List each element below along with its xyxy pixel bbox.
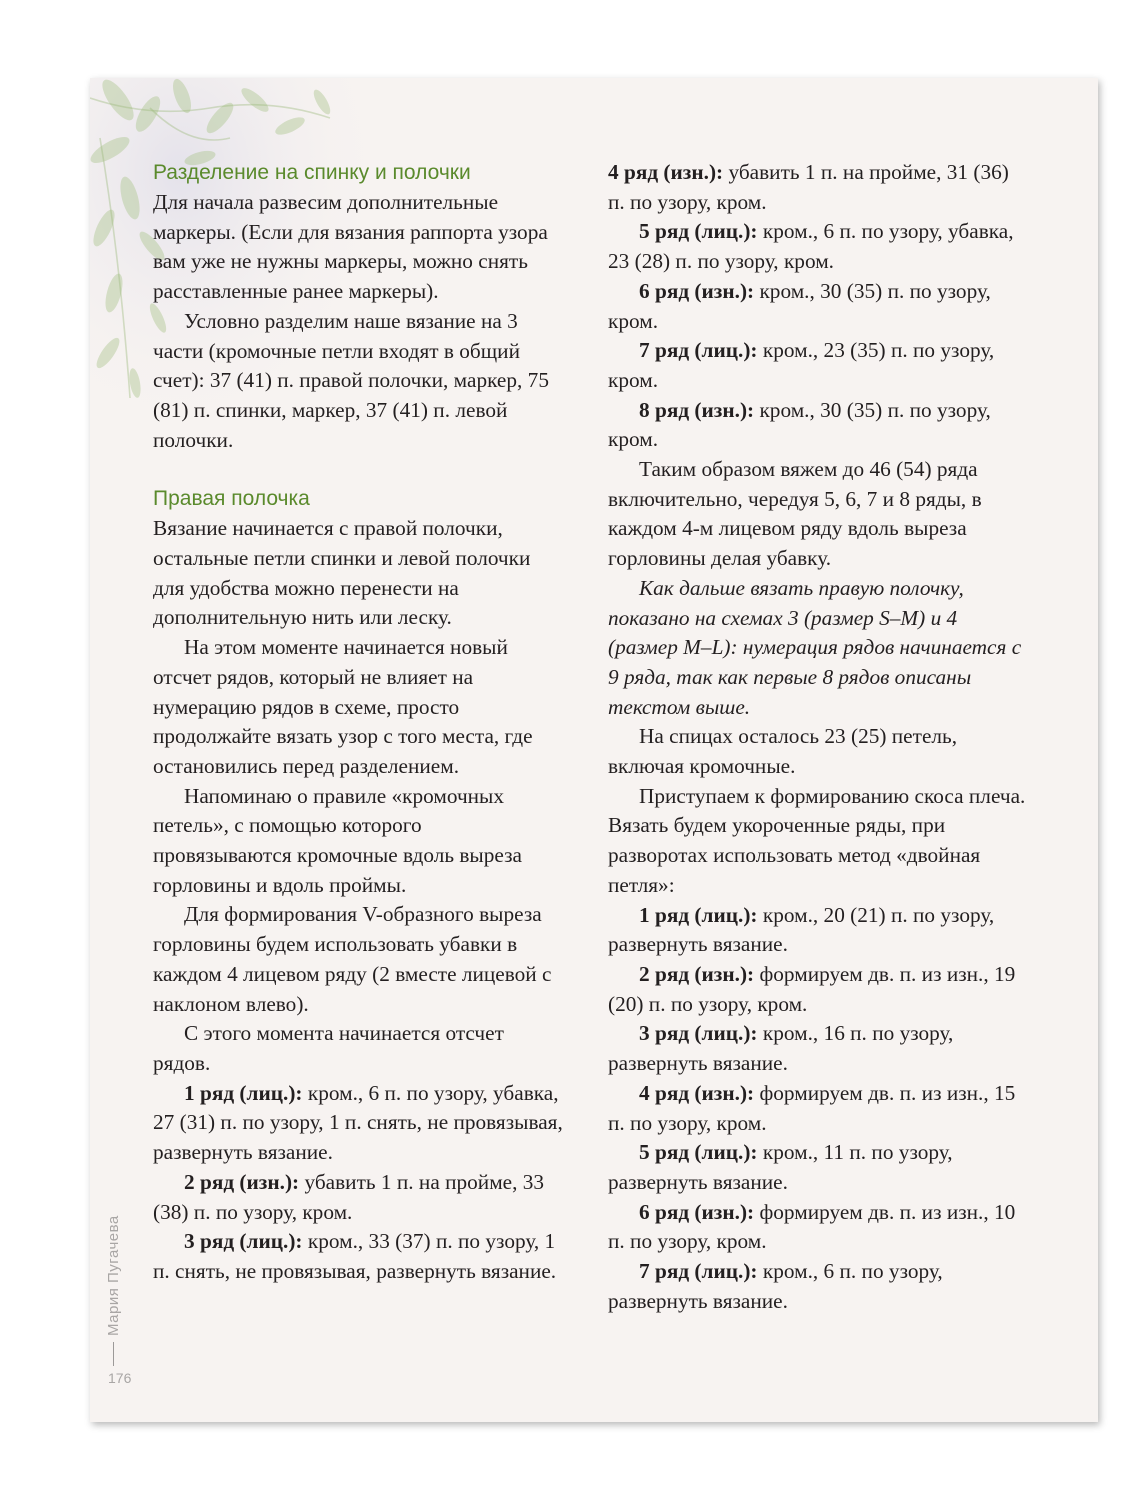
row-text: кром., 20 (21) п. по узору, развернуть вязание. xyxy=(608,902,995,957)
row-label: 5 ряд (лиц.): xyxy=(639,1140,758,1165)
paragraph: Вязание начинается с правой полочки, остальные петли спинки и левой полочки для удобства можно перенести на дополнительную нить или леску. xyxy=(153,516,531,630)
row-instruction xyxy=(153,1079,563,1168)
section-heading-right-front: Правая полочка xyxy=(153,487,310,511)
row-instruction xyxy=(608,1198,1028,1257)
right-column xyxy=(608,158,1028,1316)
row-text: кром., 30 (35) п. по узору, кром. xyxy=(608,278,991,333)
paragraph: Напоминаю о правиле «кромочных петель», с помощью которого провязываются кромочные вдоль выреза горловины и вдоль проймы. xyxy=(153,783,522,897)
margin-divider xyxy=(113,1342,114,1366)
row-label: 4 ряд (изн.): xyxy=(608,160,724,184)
row-text: кром., 23 (35) п. по узору, кром. xyxy=(608,338,995,392)
row-instruction xyxy=(608,901,1028,960)
row-label: 7 ряд (лиц.): xyxy=(639,1259,758,1284)
row-instruction xyxy=(608,1019,1028,1078)
row-label: 8 ряд (изн.): xyxy=(639,397,755,422)
row-label: 7 ряд (лиц.): xyxy=(639,338,758,363)
page-number: 176 xyxy=(108,1370,132,1386)
paragraph: На спицах осталось 23 (25) петель, включая кромочные. xyxy=(608,724,958,779)
paragraph: Для начала развесим дополнительные маркеры. (Если для вязания раппорта узора вам уже не нужны маркеры, можно снять расставленные ранее маркеры). xyxy=(153,190,548,304)
row-instruction xyxy=(153,1168,563,1227)
row-text: кром., 6 п. по узору, развернуть вязание. xyxy=(608,1259,943,1313)
italic-note: Как дальше вязать правую полочку, показано на схемах 3 (размер S–M) и 4 (размер M–L): нумерация рядов начинается с 9 ряда, так как первые 8 рядов описаны текстом выше. xyxy=(608,575,1022,719)
row-label: 1 ряд (лиц.): xyxy=(184,1080,303,1105)
row-text: убавить 1 п. на пройме, 31 (36) п. по узору, кром. xyxy=(608,160,1009,214)
row-instruction xyxy=(608,396,1028,455)
author-name: Мария Пугачева xyxy=(105,1215,122,1336)
row-instruction xyxy=(608,1079,1028,1138)
row-text: убавить 1 п. на пройме, 33 (38) п. по узору, кром. xyxy=(153,1169,545,1224)
paragraph: Условно разделим наше вязание на 3 части (кромочные петли входят в общий счет): 37 (41) п. правой полочки, маркер, 75 (81) п. спинки, маркер, 37 (41) п. левой полочки. xyxy=(153,308,549,452)
row-text: кром., 6 п. по узору, убавка, 27 (31) п. по узору, 1 п. снять, не провязывая, развернуть вязание. xyxy=(153,1080,563,1165)
row-instruction xyxy=(608,217,1028,276)
row-instruction xyxy=(608,336,1028,395)
row-label: 5 ряд (лиц.): xyxy=(639,219,758,244)
book-page xyxy=(90,78,1098,1422)
row-label: 3 ряд (лиц.): xyxy=(184,1229,303,1254)
row-text: кром., 6 п. по узору, убавка, 23 (28) п. по узору, кром. xyxy=(608,219,1014,274)
row-label: 2 ряд (изн.): xyxy=(184,1169,300,1194)
row-instruction xyxy=(608,158,1028,217)
row-instruction xyxy=(608,277,1028,336)
row-text: кром., 33 (37) п. по узору, 1 п. снять, не провязывая, развернуть вязание. xyxy=(153,1229,557,1283)
row-text: формируем дв. п. из изн., 10 п. по узору, кром. xyxy=(608,1199,1016,1254)
row-text: формируем дв. п. из изн., 15 п. по узору, кром. xyxy=(608,1080,1016,1135)
row-label: 6 ряд (изн.): xyxy=(639,1199,755,1224)
left-column xyxy=(153,158,563,1287)
row-label: 1 ряд (лиц.): xyxy=(639,902,758,927)
row-label: 3 ряд (лиц.): xyxy=(639,1021,758,1046)
row-text: формируем дв. п. из изн., 19 (20) п. по узору, кром. xyxy=(608,961,1016,1016)
row-text: кром., 11 п. по узору, развернуть вязание. xyxy=(608,1140,953,1194)
row-instruction xyxy=(153,1227,563,1286)
paragraph: С этого момента начинается отсчет рядов. xyxy=(153,1021,504,1075)
row-instruction xyxy=(608,1138,1028,1197)
section-heading-division: Разделение на спинку и полочки xyxy=(153,161,471,184)
row-text: кром., 30 (35) п. по узору, кром. xyxy=(608,397,991,452)
paragraph: На этом моменте начинается новый отсчет рядов, который не влияет на нумерацию рядов в схеме, просто продолжайте вязать узор с того места, где остановились перед разделением. xyxy=(153,635,533,778)
row-label: 4 ряд (изн.): xyxy=(639,1080,755,1105)
row-label: 2 ряд (изн.): xyxy=(639,961,755,986)
row-instruction xyxy=(608,960,1028,1019)
row-instruction xyxy=(608,1257,1028,1316)
paragraph: Для формирования V-образного выреза горловины будем использовать убавки в каждом 4 лицевом ряду (2 вместе лицевой с наклоном влево). xyxy=(153,902,552,1016)
row-text: кром., 16 п. по узору, развернуть вязание. xyxy=(608,1021,954,1076)
paragraph: Таким образом вяжем до 46 (54) ряда включительно, чередуя 5, 6, 7 и 8 ряды, в каждом 4-м лицевом ряду вдоль выреза горловины делая убавку. xyxy=(608,457,982,571)
paragraph: Приступаем к формированию скоса плеча. Вязать будем укороченные ряды, при разворотах использовать метод «двойная петля»: xyxy=(608,783,1026,897)
row-label: 6 ряд (изн.): xyxy=(639,278,755,303)
